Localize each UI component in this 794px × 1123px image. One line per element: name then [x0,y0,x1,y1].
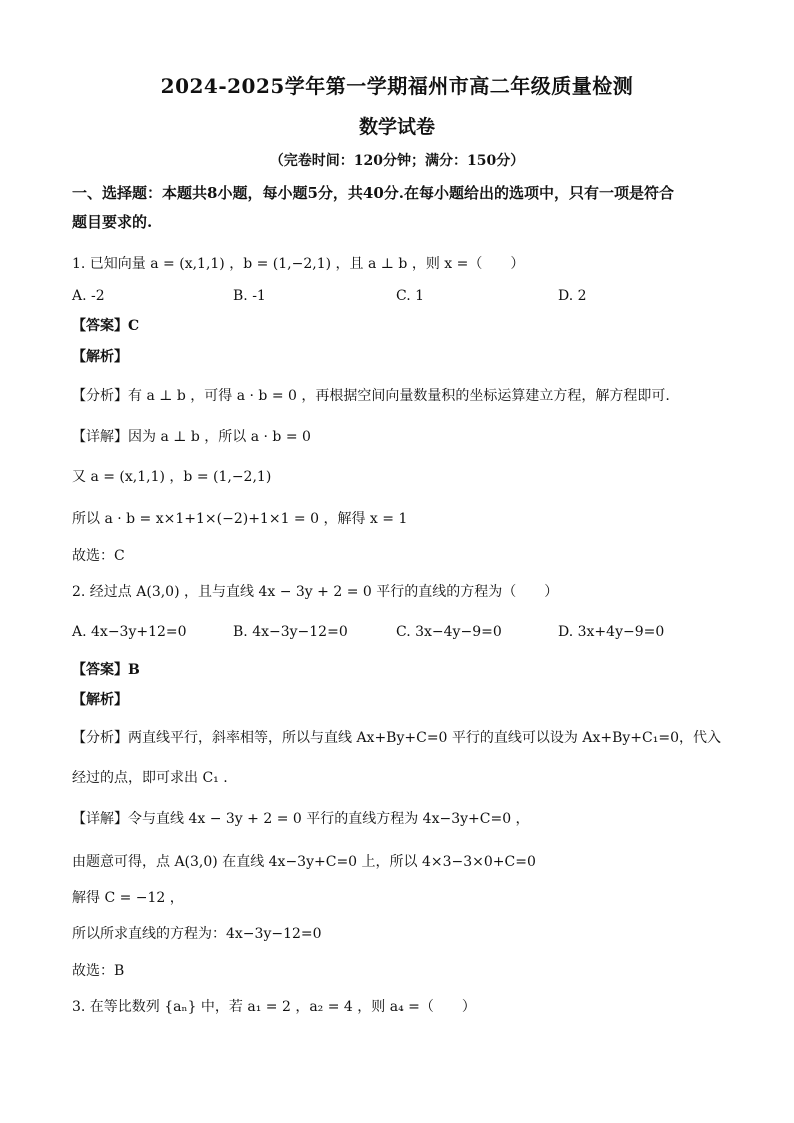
q2-fenxi-1: 【分析】两直线平行，斜率相等，所以与直线 Ax+By+C=0 平行的直线可以设为 Ax+By+C₁=0，代入 [72,730,721,746]
q1-fenxi: 【分析】有 a ⊥ b ，可得 a · b = 0 ，再根据空间向量数量积的坐标运算建立方程，解方程即可. [72,388,670,404]
q2-option-b: B. 4x−3y−12=0 [233,624,348,640]
section1-heading-line2: 题目要求的. [72,213,153,231]
q1-option-a: A. -2 [72,288,105,304]
q2-detail-3: 解得 C = −12 ， [72,890,184,906]
q1-choice: 故选：C [72,548,125,564]
section1-heading-line1: 一、选择题：本题共8小题，每小题5分，共40分.在每小题给出的选项中，只有一项是符合 [72,184,674,202]
q2-detail-4: 所以所求直线的方程为：4x−3y−12=0 [72,926,322,942]
q1-detail-3: 所以 a · b = x×1+1×(−2)+1×1 = 0 ，解得 x = 1 [72,511,408,527]
q2-answer: 【答案】B [72,662,140,678]
q2-stem: 2. 经过点 A(3,0) ，且与直线 4x − 3y + 2 = 0 平行的直线的方程为（ ） [72,584,559,600]
exam-meta: （完卷时间：120分钟；满分：150分） [269,153,525,169]
q2-detail-2: 由题意可得，点 A(3,0) 在直线 4x−3y+C=0 上，所以 4×3−3×0+C=0 [72,854,536,870]
q1-option-d: D. 2 [558,288,587,304]
q1-stem: 1. 已知向量 a = (x,1,1) ，b = (1,−2,1) ，且 a ⊥ b ，则 x =（ ） [72,256,525,272]
q1-analysis-label: 【解析】 [72,349,128,365]
q2-choice: 故选：B [72,963,125,979]
q2-option-a: A. 4x−3y+12=0 [72,624,187,640]
q1-option-c: C. 1 [396,288,425,304]
exam-subtitle: 数学试卷 [358,116,435,138]
q1-detail-2: 又 a = (x,1,1) ，b = (1,−2,1) [72,469,272,485]
q2-fenxi-2: 经过的点，即可求出 C₁ . [72,770,228,786]
q2-option-c: C. 3x−4y−9=0 [396,624,502,640]
q2-analysis-label: 【解析】 [72,692,128,708]
q1-detail-1: 【详解】因为 a ⊥ b ，所以 a · b = 0 [72,429,311,445]
q2-detail-1: 【详解】令与直线 4x − 3y + 2 = 0 平行的直线方程为 4x−3y+C=0 ， [72,811,530,827]
q1-option-b: B. -1 [233,288,266,304]
exam-title: 2024-2025学年第一学期福州市高二年级质量检测 [160,74,634,98]
q3-stem: 3. 在等比数列 {aₙ} 中，若 a₁ = 2 ，a₂ = 4 ，则 a₄ =（ ） [72,999,476,1015]
q2-option-d: D. 3x+4y−9=0 [558,624,665,640]
q1-answer: 【答案】C [72,318,140,334]
